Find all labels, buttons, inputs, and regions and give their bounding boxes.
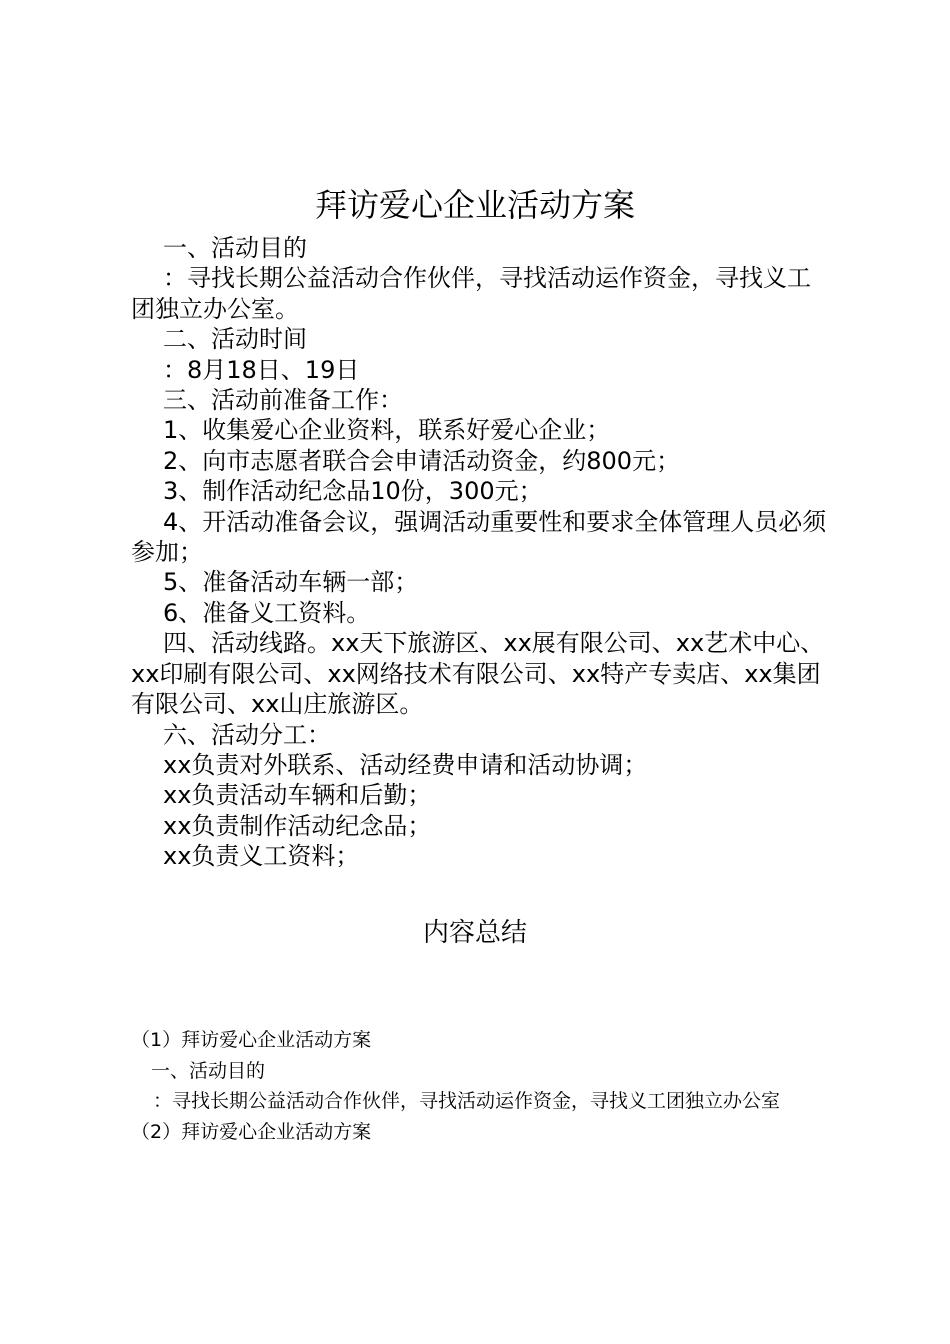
- document-body: [131, 233, 831, 872]
- list-item: xx负责义工资料；: [163, 842, 360, 871]
- summary-body: [131, 1025, 821, 1147]
- list-item: 3、制作活动纪念品10份，300元；: [163, 477, 543, 506]
- summary-line: 一、活动目的: [151, 1059, 266, 1082]
- section-heading-time: 二、活动时间: [163, 325, 307, 354]
- paragraph-time: ：8月18日、19日: [163, 355, 360, 384]
- list-item: xx负责对外联系、活动经费申请和活动协调；: [163, 750, 648, 779]
- section-heading-preparation: 三、活动前准备工作：: [163, 386, 403, 415]
- list-item: xx负责活动车辆和后勤；: [163, 781, 432, 810]
- document-title: 拜访爱心企业活动方案: [314, 186, 635, 224]
- list-item: 5、准备活动车辆一部；: [163, 568, 419, 597]
- list-item: 1、收集爱心企业资料，联系好爱心企业；: [163, 416, 611, 445]
- list-item: 4、开活动准备会议，强调活动重要性和要求全体管理人员必须参加；: [131, 507, 827, 567]
- summary-heading: 内容总结: [422, 918, 527, 948]
- paragraph-route: 四、活动线路。xx天下旅游区、xx展有限公司、xx艺术中心、xx印刷有限公司、xx网络技术有限公司、xx特产专卖店、xx集团有限公司、xx山庄旅游区。: [131, 629, 825, 719]
- summary-line: （2）拜访爱心企业活动方案: [131, 1120, 372, 1143]
- paragraph-purpose: ：寻找长期公益活动合作伙伴，寻找活动运作资金，寻找义工团独立办公室。: [131, 264, 811, 323]
- list-item: 6、准备义工资料。: [163, 598, 371, 627]
- summary-line: （1）拜访爱心企业活动方案: [131, 1029, 372, 1051]
- list-item: 2、向市志愿者联合会申请活动资金，约800元；: [163, 446, 681, 475]
- summary-line: ：寻找长期公益活动合作伙伴，寻找活动运作资金，寻找义工团独立办公室: [153, 1090, 781, 1112]
- section-heading-purpose: 一、活动目的: [163, 234, 307, 262]
- list-item: xx负责制作活动纪念品；: [163, 811, 432, 840]
- section-heading-division: 六、活动分工：: [163, 720, 331, 749]
